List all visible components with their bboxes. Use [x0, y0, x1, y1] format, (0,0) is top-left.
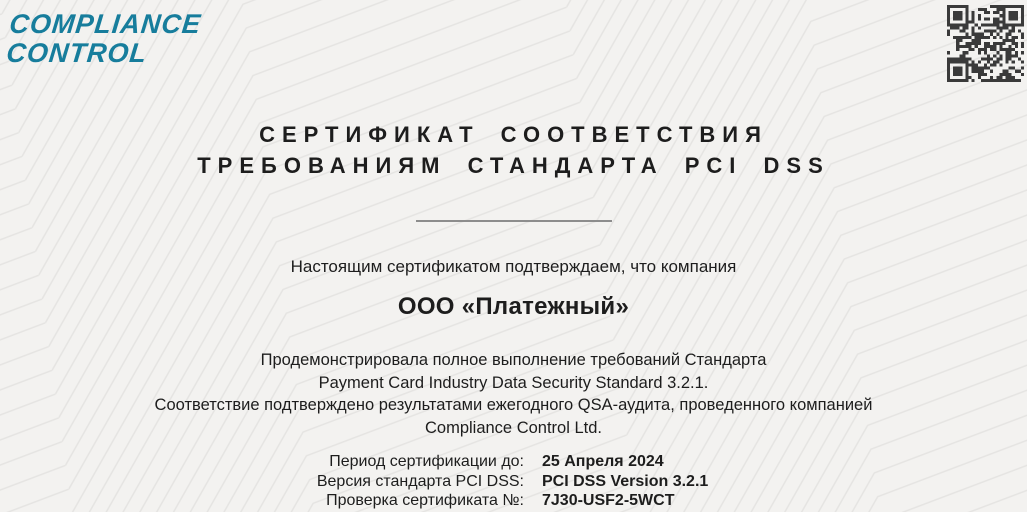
- detail-value: 25 Апреля 2024: [542, 453, 664, 470]
- body-line-2: Payment Card Industry Data Security Standard 3.2.1.: [318, 373, 709, 392]
- body-line-1: Продемонстрировала полное выполнение требований Стандарта: [260, 351, 767, 369]
- detail-value: 7J30-USF2-5WCT: [542, 492, 675, 510]
- divider-rule: [416, 220, 612, 222]
- detail-label: Версия стандарта PCI DSS:: [316, 472, 524, 490]
- body-line-4: Compliance Control Ltd.: [424, 418, 602, 437]
- brand-logo-line1: COMPLIANCE: [8, 9, 203, 39]
- brand-logo: [5, 10, 203, 68]
- details-table: [0, 452, 1027, 511]
- brand-logo-line2: CONTROL: [4, 38, 149, 68]
- detail-row-certificate-number: [0, 491, 1027, 511]
- statement-text: Настоящим сертификатом подтверждаем, что компания: [290, 257, 737, 276]
- detail-label: Период сертификации до:: [329, 453, 524, 470]
- detail-value: PCI DSS Version 3.2.1: [542, 472, 709, 490]
- detail-row-version: [0, 472, 1027, 492]
- body-line-3: Соответствие подтверждено результатами ежегодного QSA-аудита, проведенного компанией: [154, 396, 873, 415]
- certificate-title: [0, 119, 1027, 181]
- certificate-title-line1: СЕРТИФИКАТ СООТВЕТСТВИЯ: [259, 122, 768, 147]
- detail-label: Проверка сертификата №:: [326, 492, 524, 510]
- qr-code-icon: [947, 5, 1024, 82]
- company-name: ООО «Платежный»: [397, 293, 630, 320]
- body-paragraph: [0, 349, 1027, 439]
- certificate-title-line2: ТРЕБОВАНИЯМ СТАНДАРТА PCI DSS: [197, 153, 830, 178]
- detail-row-period: [0, 452, 1027, 472]
